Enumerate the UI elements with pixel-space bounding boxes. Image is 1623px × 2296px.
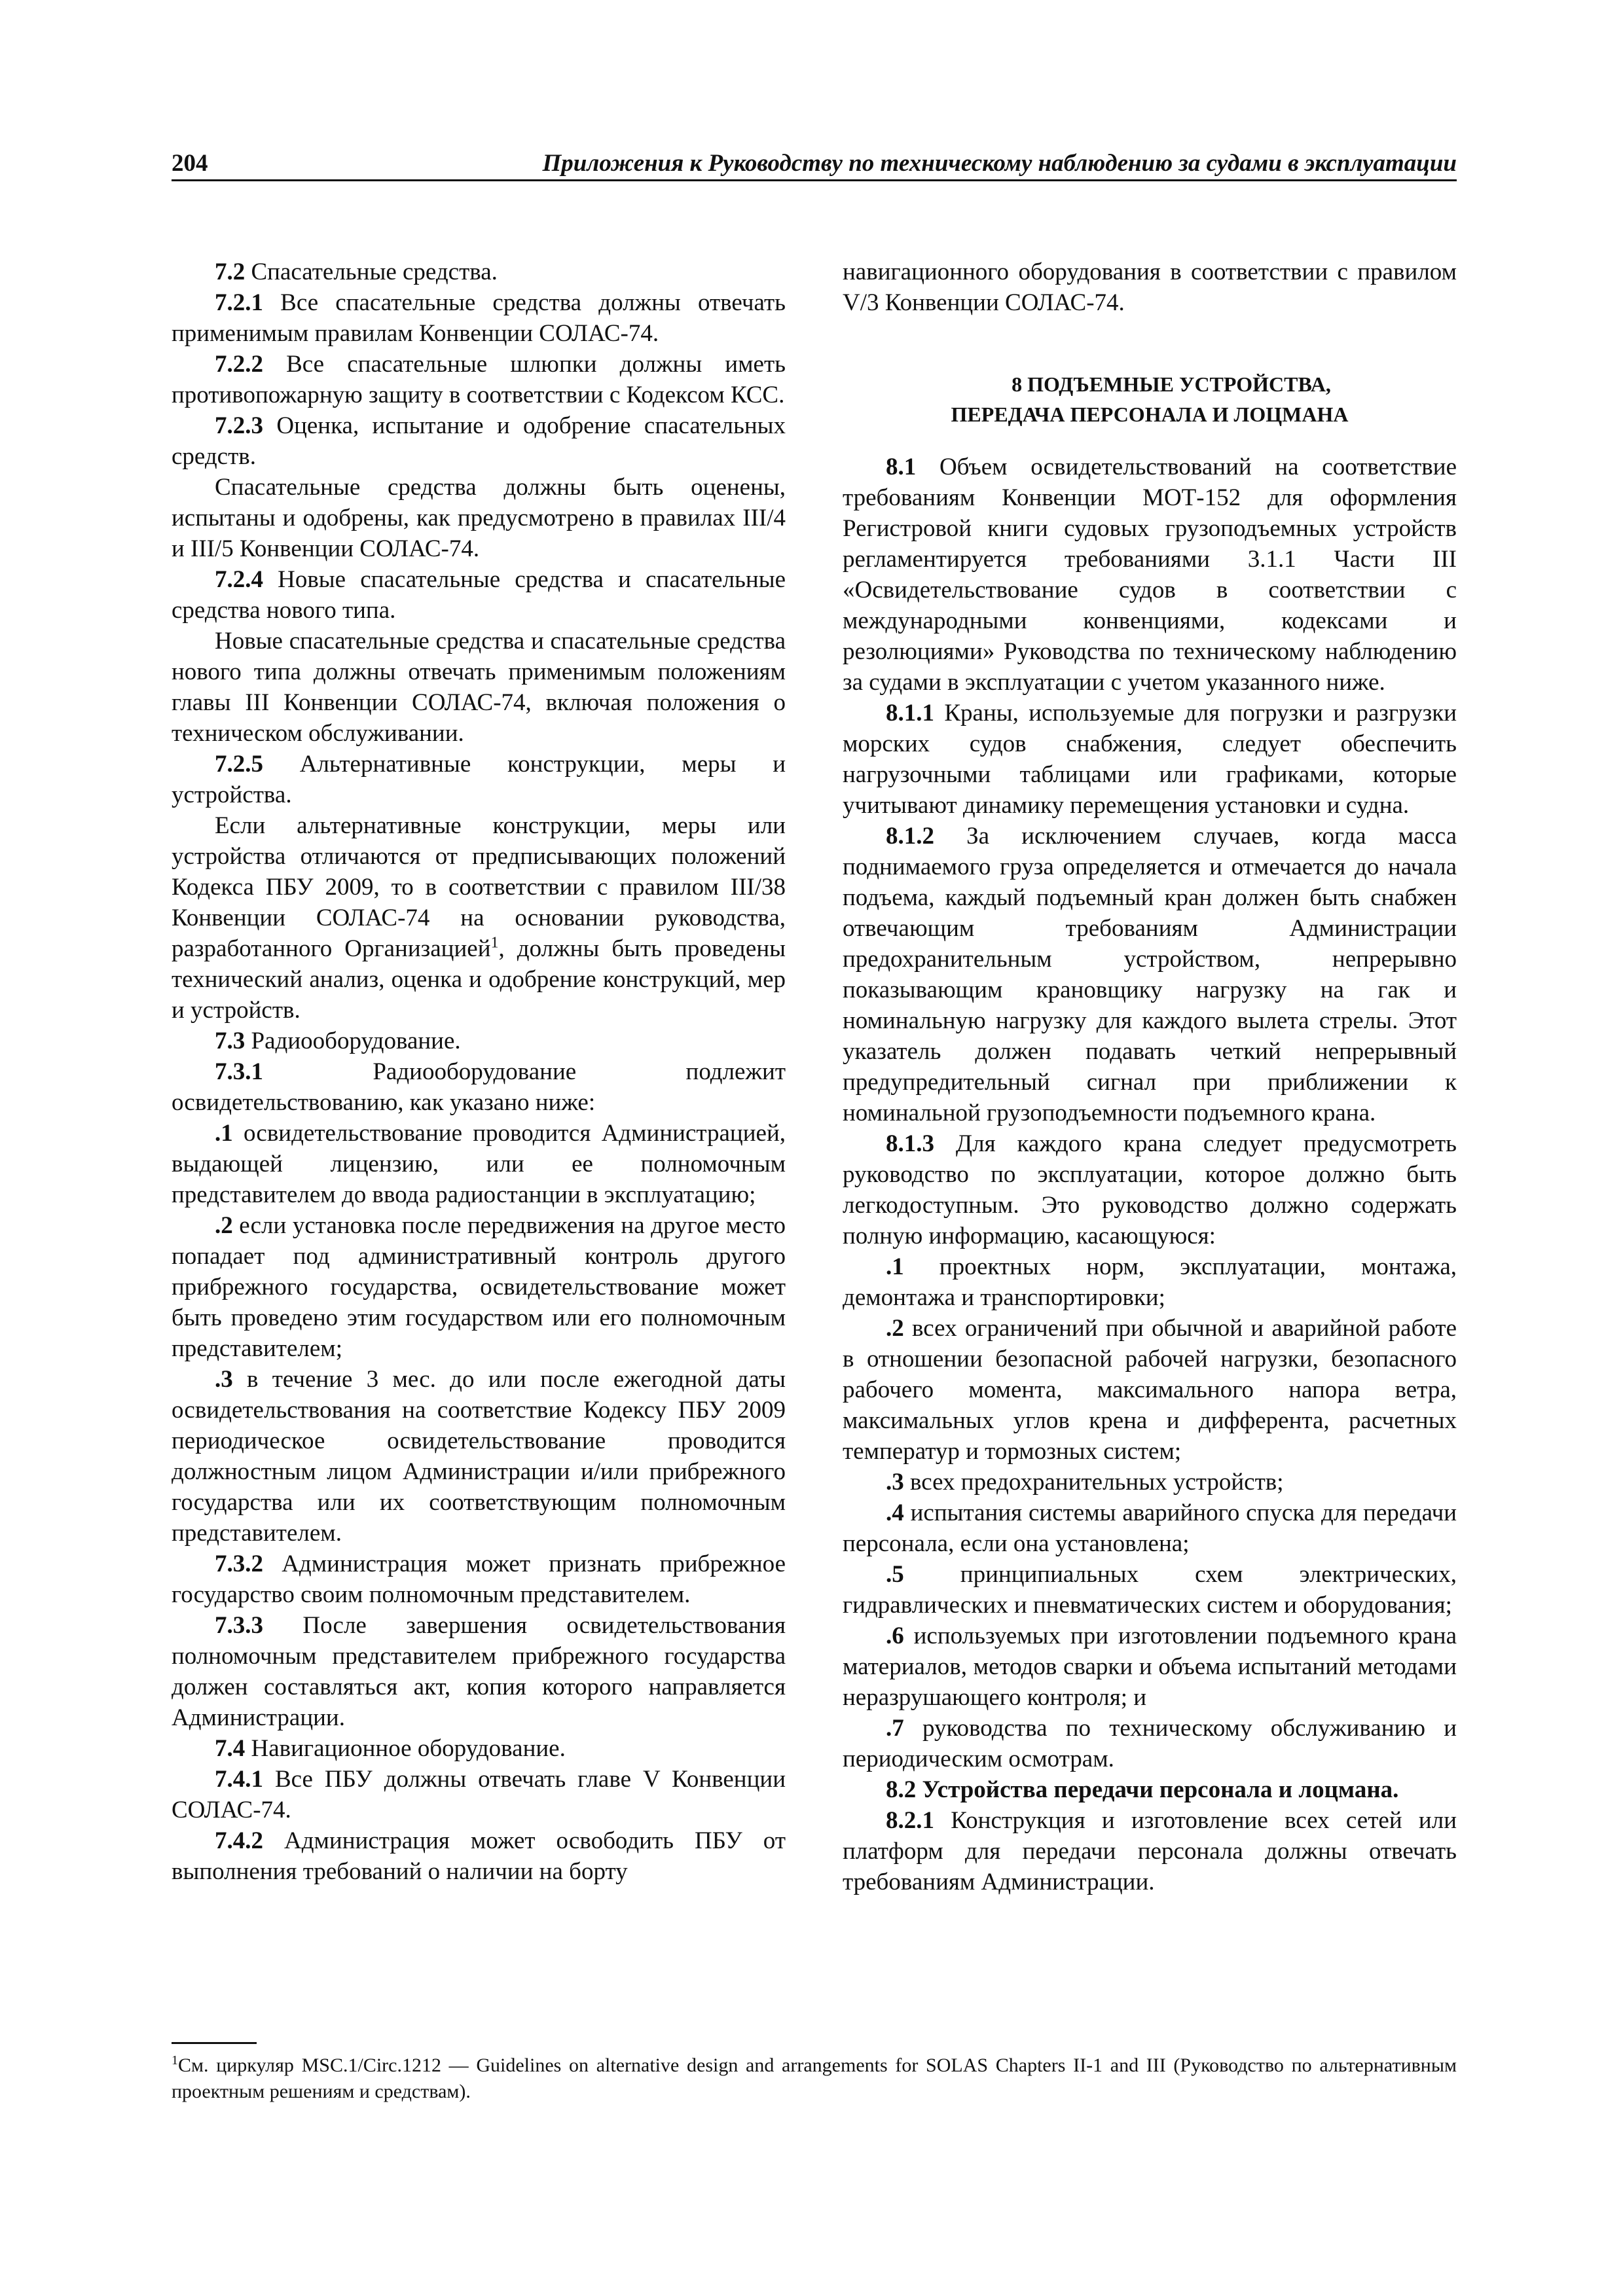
paragraph: 8.2 Устройства передачи персонала и лоцмана.: [886, 1776, 1399, 1803]
section-heading: 8 ПОДЪЕМНЫЕ УСТРОЙСТВА, ПЕРЕДАЧА ПЕРСОНАЛА И ЛОЦМАНА: [951, 372, 1349, 426]
spacer: [843, 318, 1457, 369]
paragraph: 7.3.1 Радиооборудование подлежит освидетельствованию, как указано ниже:: [172, 1058, 786, 1116]
list-item: .4 испытания системы аварийного спуска для передачи персонала, если она установлена;: [843, 1499, 1457, 1557]
list-item: .6 используемых при изготовлении подъемного крана материалов, методов сварки и объема испытаний методами неразрушающего контроля; и: [843, 1623, 1457, 1711]
page-number: 204: [172, 150, 208, 177]
paragraph-continuation: навигационного оборудования в соответствии с правилом V/3 Конвенции СОЛАС-74.: [843, 259, 1457, 316]
footnote-mark: 1: [172, 2053, 178, 2068]
paragraph: 7.4.1 Все ПБУ должны отвечать главе V Конвенции СОЛАС-74.: [172, 1766, 786, 1823]
paragraph: 7.4.2 Администрация может освободить ПБУ от выполнения требований о наличии на борту: [172, 1827, 786, 1885]
right-column: [843, 257, 1457, 1897]
paragraph: 8.1.3 Для каждого крана следует предусмотреть руководство по эксплуатации, которое должно быть легкодоступным. Это руководство должно содержать полную информацию, касающуюся:: [843, 1130, 1457, 1249]
spacer: [843, 429, 1457, 452]
paragraph: 7.2.1 Все спасательные средства должны отвечать применимым правилам Конвенции СОЛАС-74.: [172, 289, 786, 347]
paragraph: Если альтернативные конструкции, меры или устройства отличаются от предписывающих положений Кодекса ПБУ 2009, то в соответствии с правилом III/38 Конвенции СОЛАС-74 на основании руководства, разработанного Организацией$^1$, должны быть проведены технический анализ, оценка и одобрение конструкций, мер и устройств.: [172, 812, 786, 1024]
paragraph: 7.2.3 Оценка, испытание и одобрение спасательных средств.: [172, 412, 786, 470]
footnote-text: См. циркуляр MSC.1/Circ.1212 — Guidelines on alternative design and arrangements for SOLAS Chapters II-1 and III (Руководство по альтернативным проектным решениям и средствам).: [172, 2054, 1457, 2102]
running-header: [172, 149, 1457, 181]
paragraph: 7.2 Спасательные средства.: [215, 259, 498, 285]
list-item: .2 если установка после передвижения на другое место попадает под административный контроль другого прибрежного государства, освидетельствование может быть проведено этим государством или его полномочным представителем;: [172, 1212, 786, 1362]
paragraph: 7.3.3 После завершения освидетельствования полномочным представителем прибрежного государства должен составляться акт, копия которого направляется Администрации.: [172, 1612, 786, 1731]
paragraph: 8.1.2 За исключением случаев, когда масса поднимаемого груза определяется и отмечается до начала подъема, каждый подъемный кран должен быть снабжен отвечающим требованиям Администрации предохранительным устройством, непрерывно показывающим крановщику нагрузку на гак и номинальную нагрузку для каждого вылета стрелы. Этот указатель должен подавать четкий непрерывный предупредительный сигнал при приближении к номинальной грузоподъемности подъемного крана.: [843, 823, 1457, 1126]
paragraph: 7.2.4 Новые спасательные средства и спасательные средства нового типа.: [172, 566, 786, 624]
paragraph: 7.2.5 Альтернативные конструкции, меры и устройства.: [172, 751, 786, 808]
footnote-divider: [172, 2042, 257, 2044]
paragraph: 7.4 Навигационное оборудование.: [215, 1735, 566, 1762]
paragraph: 8.1.1 Краны, используемые для погрузки и разгрузки морских судов снабжения, следует обеспечить нагрузочными таблицами или графиками, которые учитывают динамику перемещения установки и судна.: [843, 700, 1457, 819]
list-item: .1 проектных норм, эксплуатации, монтажа, демонтажа и транспортировки;: [843, 1253, 1457, 1311]
list-item: .7 руководства по техническому обслуживанию и периодическим осмотрам.: [843, 1715, 1457, 1772]
left-column: [172, 257, 786, 1887]
paragraph: Новые спасательные средства и спасательные средства нового типа должны отвечать применимым положениям главы III Конвенции СОЛАС-74, включая положения о техническом обслуживании.: [172, 628, 786, 747]
paragraph: 7.3 Радиооборудование.: [215, 1028, 461, 1054]
footnote-reference: 1: [490, 934, 499, 952]
paragraph: Спасательные средства должны быть оценены, испытаны и одобрены, как предусмотрено в правилах III/4 и III/5 Конвенции СОЛАС-74.: [172, 474, 786, 562]
list-item: .3 в течение 3 мес. до или после ежегодной даты освидетельствования на соответствие Кодексу ПБУ 2009 периодическое освидетельствование проводится должностным лицом Администрации и/или прибрежного государства или их соответствующим полномочным представителем.: [172, 1366, 786, 1547]
footnote: [172, 2047, 1457, 2105]
list-item: .1 освидетельствование проводится Администрацией, выдающей лицензию, или ее полномочным представителем до ввода радиостанции в эксплуатацию;: [172, 1120, 786, 1208]
paragraph: 7.2.2 Все спасательные шлюпки должны иметь противопожарную защиту в соответствии с Кодексом КСС.: [172, 351, 786, 408]
list-item: .2 всех ограничений при обычной и аварийной работе в отношении безопасной рабочей нагрузки, безопасного рабочего момента, максимального напора ветра, максимальных углов крена и дифферента, расчетных температур и тормозных систем;: [843, 1315, 1457, 1465]
list-item: .5 принципиальных схем электрических, гидравлических и пневматических систем и оборудования;: [843, 1561, 1457, 1619]
paragraph: 7.3.2 Администрация может признать прибрежное государство своим полномочным представителем.: [172, 1551, 786, 1608]
list-item: .3 всех предохранительных устройств;: [886, 1469, 1284, 1496]
paragraph: 8.2.1 Конструкция и изготовление всех сетей или платформ для передачи персонала должны отвечать требованиям Администрации.: [843, 1807, 1457, 1895]
running-title: Приложения к Руководству по техническому наблюдению за судами в эксплуатации: [542, 150, 1457, 177]
paragraph: 8.1 Объем освидетельствований на соответствие требованиям Конвенции МОТ-152 для оформления Регистровой книги судовых грузоподъемных устройств регламентируется требованиями 3.1.1 Части III «Освидетельствование судов в соответствии с международными конвенциями, кодексами и резолюциями» Руководства по техническому наблюдению за судами в эксплуатации с учетом указанного ниже.: [843, 454, 1457, 696]
